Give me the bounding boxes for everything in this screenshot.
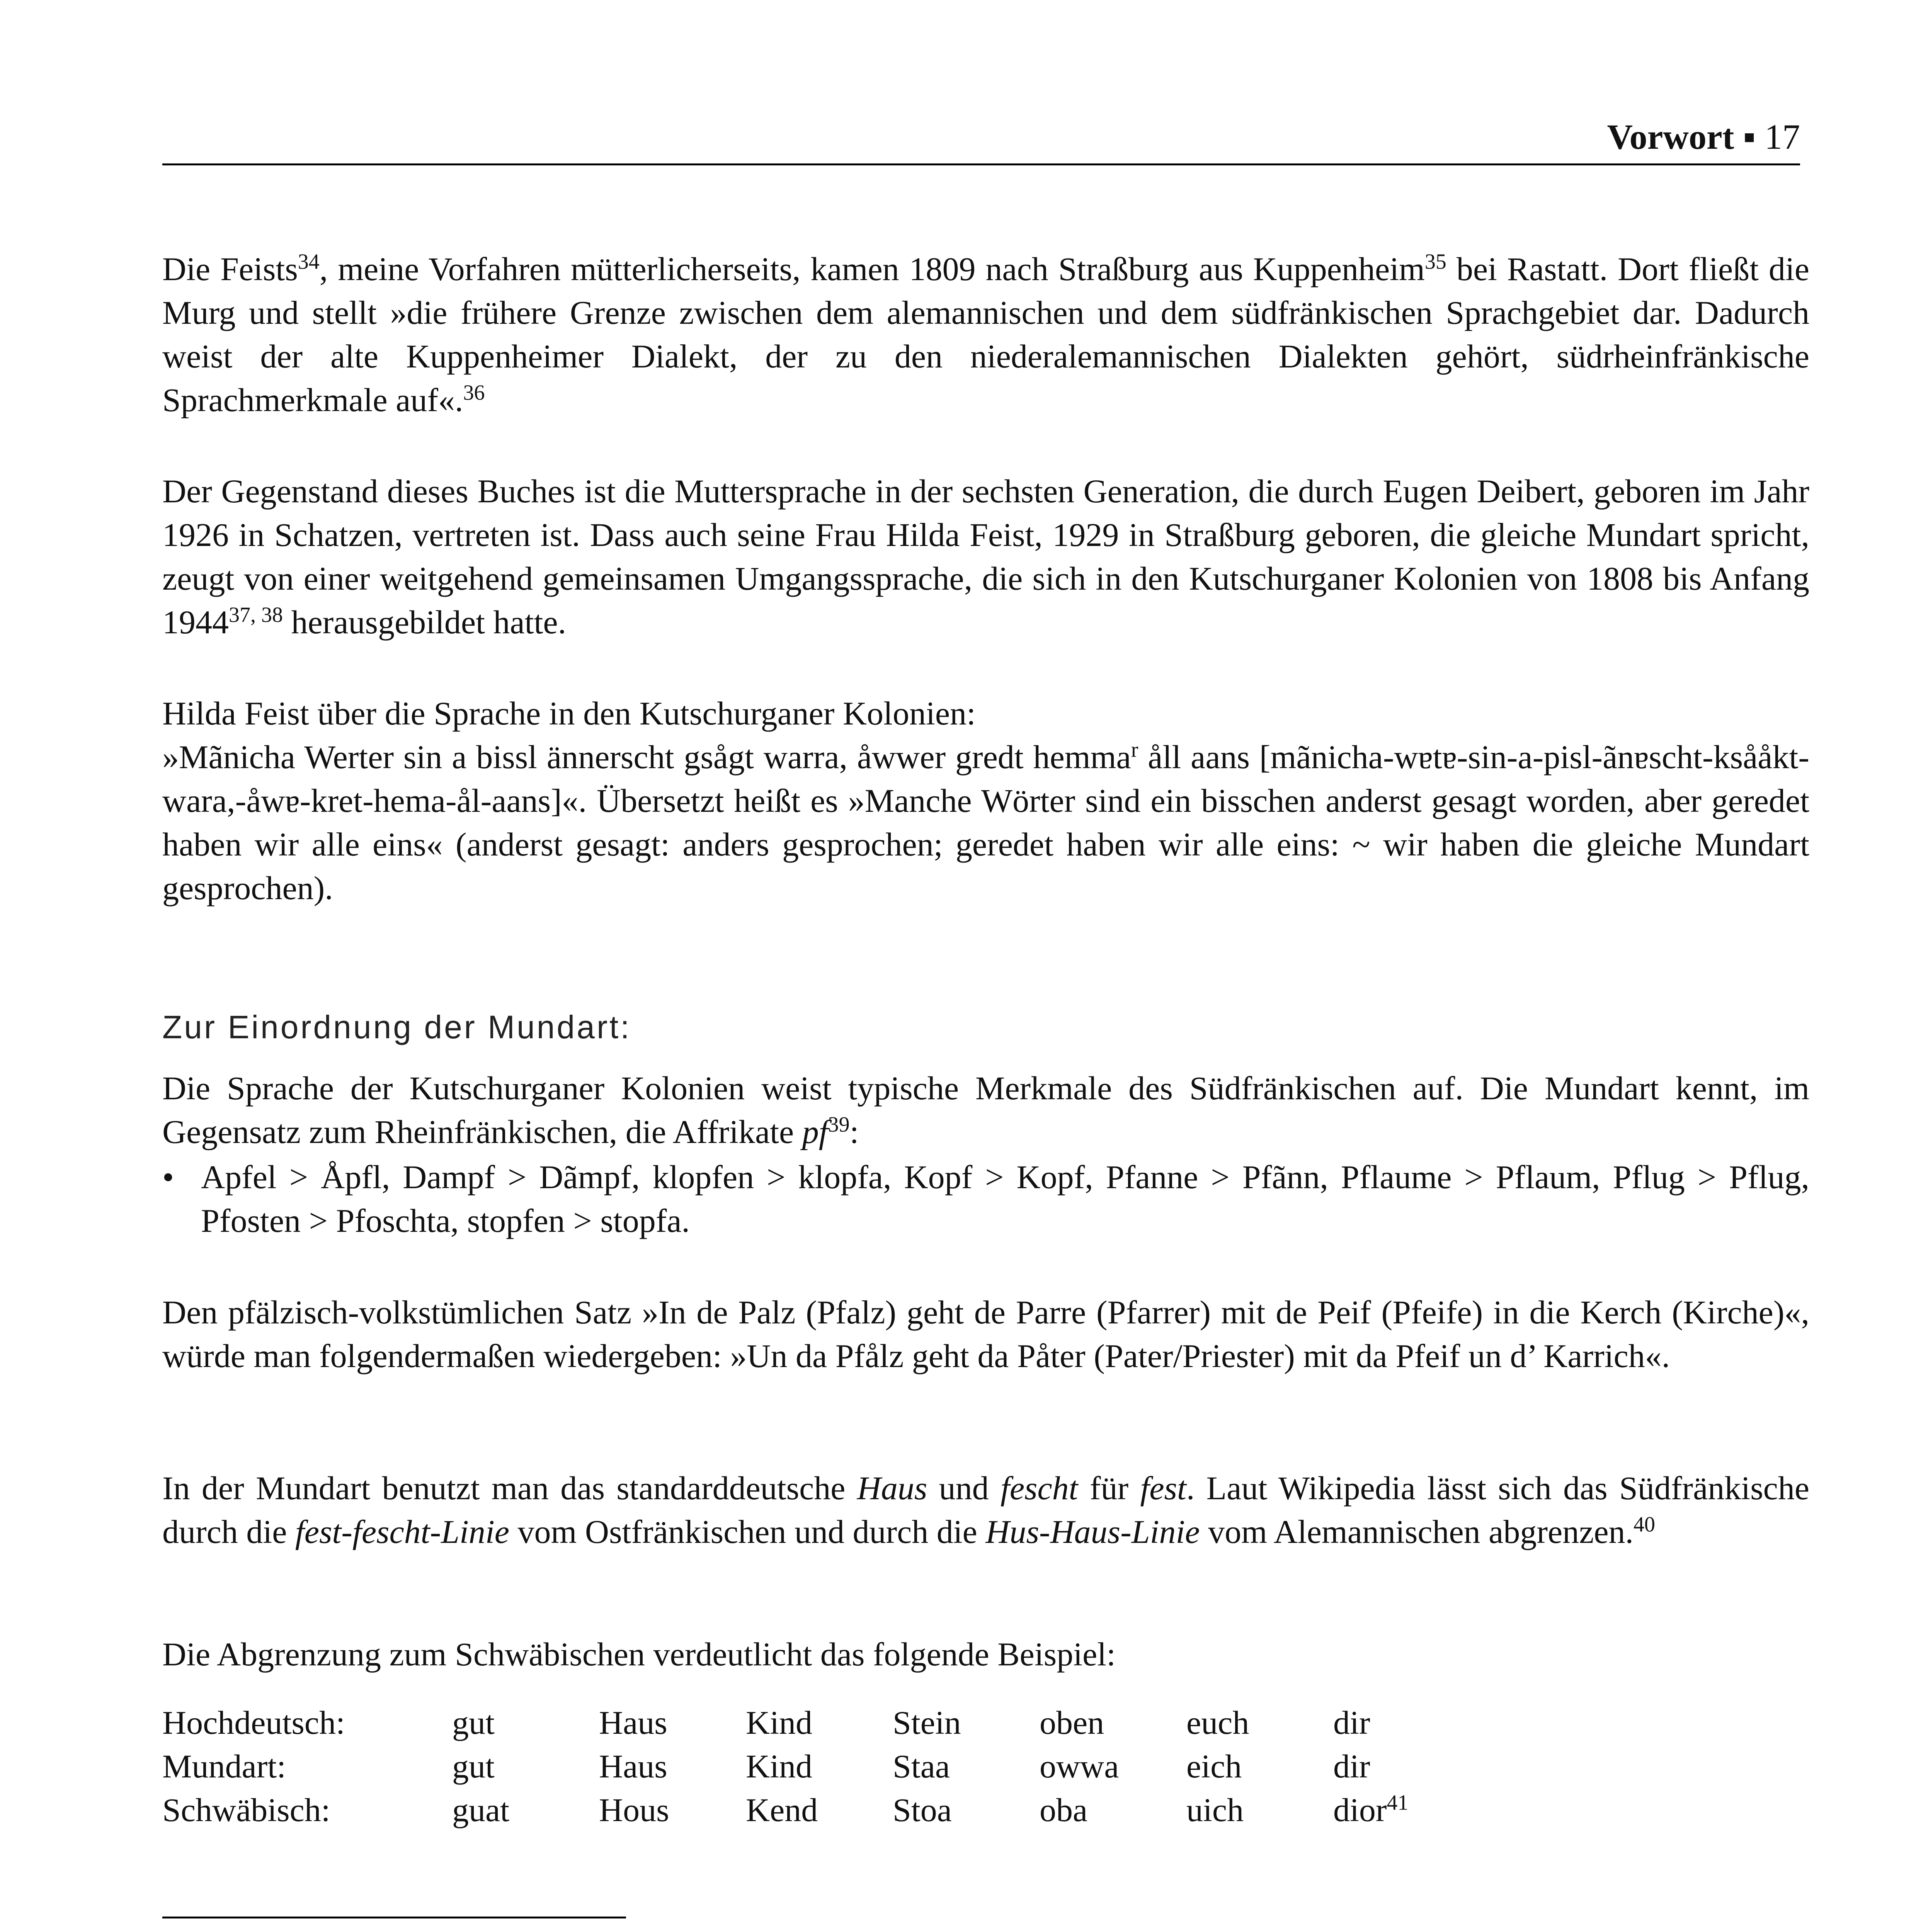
cell-text: Kind xyxy=(746,1704,812,1741)
text: In der Mundart benutzt man das standarddeutsche xyxy=(162,1469,857,1507)
footnote-ref: 34 xyxy=(298,250,320,274)
table-row xyxy=(162,1786,1480,1829)
table-cell xyxy=(746,1698,893,1742)
table-cell xyxy=(599,1742,746,1786)
text: åll aans [mãnicha-wɐtɐ-sin-a-pisl-ãnɐscht-ksååkt-wara,-åwɐ-kret-hema-ål-aans]«. Übersetzt heißt es »Manche Wörter sind ein bisschen anderst gesagt worden, aber geredet haben wir alle eins« (anderst gesagt: anders gesprochen; geredet haben wir alle eins: ~ wir haben die gleiche Mundart gesprochen). xyxy=(162,738,1809,906)
footnote-ref: 41 xyxy=(1387,1791,1409,1815)
header-separator: ▪ xyxy=(1743,117,1756,156)
italic-term: fest xyxy=(1140,1469,1186,1507)
cell-text: Kind xyxy=(746,1748,812,1785)
table-cell xyxy=(1040,1698,1186,1742)
cell-text: Hous xyxy=(599,1791,669,1828)
cell-text: euch xyxy=(1186,1704,1249,1741)
table-cell xyxy=(452,1742,599,1786)
cell-text: oben xyxy=(1040,1704,1104,1741)
text: »Mãnicha Werter sin a bissl ännerscht gsågt warra, åwwer gredt hemma xyxy=(162,738,1131,776)
superscript: r xyxy=(1131,738,1138,762)
cell-text: gut xyxy=(452,1748,495,1785)
table-cell xyxy=(893,1742,1040,1786)
paragraph-feists xyxy=(162,247,1809,422)
cell-text: eich xyxy=(1186,1748,1242,1785)
italic-term: fest-fescht-Linie xyxy=(295,1513,509,1550)
row-label: Hochdeutsch: xyxy=(162,1704,345,1741)
footnote-ref: 39 xyxy=(828,1112,850,1137)
page-number: 17 xyxy=(1765,117,1800,156)
table-cell xyxy=(1040,1742,1186,1786)
cell-text: Stein xyxy=(893,1704,961,1741)
table-cell xyxy=(1040,1786,1186,1829)
bullet-list-item xyxy=(162,1155,1809,1243)
table-cell xyxy=(893,1786,1040,1829)
table-cell xyxy=(1186,1786,1333,1829)
footnote-rule xyxy=(162,1917,626,1918)
table-cell xyxy=(599,1786,746,1829)
section-heading: Zur Einordnung der Mundart: xyxy=(162,1009,631,1045)
table-row xyxy=(162,1698,1480,1742)
cell-text: dir xyxy=(1333,1748,1370,1785)
paragraph-gegenstand xyxy=(162,469,1809,644)
paragraph-hilda-feist xyxy=(162,692,1809,910)
cell-text: Haus xyxy=(599,1704,667,1741)
text: herausgebildet hatte. xyxy=(283,604,567,641)
table-cell xyxy=(452,1698,599,1742)
table-cell xyxy=(1333,1698,1480,1742)
table-row xyxy=(162,1742,1480,1786)
text: und xyxy=(927,1469,1001,1507)
table-cell xyxy=(746,1786,893,1829)
bullet-marker: • xyxy=(162,1158,174,1196)
italic-term: Haus xyxy=(857,1469,927,1507)
table-cell xyxy=(746,1742,893,1786)
cell-text: dior xyxy=(1333,1791,1387,1828)
footnote-ref: 37, 38 xyxy=(229,603,283,627)
bullet-text: Apfel > Åpfl, Dampf > Dãmpf, klopfen > klopfa, Kopf > Kopf, Pfanne > Pfãnn, Pflaume > Pflaum, Pflug > Pflug, Pfosten > Pfoschta, stopfen > stopfa. xyxy=(201,1158,1809,1239)
text: Die Feists xyxy=(162,250,298,287)
table-cell xyxy=(893,1698,1040,1742)
table-cell xyxy=(1333,1742,1480,1786)
text-line: Hilda Feist über die Sprache in den Kutschurganer Kolonien: xyxy=(162,695,976,732)
text: bei Rastatt. Dort fließt die Murg und stellt »die frühere Grenze zwischen dem alemannischen und dem südfränkischen Sprachgebiet dar. Dadurch weist der alte Kuppenheimer Dialekt, der zu den niederalemannischen Dialekten gehört, südrheinfränkische Sprachmerkmale auf«. xyxy=(162,250,1810,418)
text: vom Alemannischen abgrenzen. xyxy=(1200,1513,1634,1550)
cell-text: dir xyxy=(1333,1704,1370,1741)
cell-text: Stoa xyxy=(893,1791,952,1828)
italic-term: fescht xyxy=(1000,1469,1078,1507)
cell-text: gut xyxy=(452,1704,495,1741)
quote-text xyxy=(162,735,1809,910)
italic-term: Hus-Haus-Linie xyxy=(985,1513,1200,1550)
paragraph-abgrenzung: Die Abgrenzung zum Schwäbischen verdeutlicht das folgende Beispiel: xyxy=(162,1636,1116,1673)
paragraph-pfalz: Den pfälzisch-volkstümlichen Satz »In de Palz (Pfalz) geht de Parre (Pfarrer) mit de Peif (Pfeife) in die Kerch (Kirche)«, würde man folgendermaßen wiedergeben: »Un da Pfålz geht da Påter (Pater/Priester) mit da Pfeif un d’ Karrich«. xyxy=(162,1294,1809,1374)
text: für xyxy=(1078,1469,1140,1507)
cell-text: Haus xyxy=(599,1748,667,1785)
table-cell xyxy=(599,1698,746,1742)
row-label: Schwäbisch: xyxy=(162,1791,330,1828)
cell-text: owwa xyxy=(1040,1748,1119,1785)
text: , meine Vorfahren mütterlicherseits, kamen 1809 nach Straßburg aus Kuppenheim xyxy=(319,250,1425,287)
running-header xyxy=(162,114,1800,165)
paragraph-mundart xyxy=(162,1466,1809,1554)
italic-term: pf xyxy=(802,1113,828,1150)
table-cell xyxy=(1333,1786,1480,1829)
table-cell xyxy=(452,1786,599,1829)
text: Die Sprache der Kutschurganer Kolonien weist typische Merkmale des Südfränkischen auf. Die Mundart kennt, im Gegensatz zum Rheinfränkischen, die Affrikate xyxy=(162,1070,1809,1150)
text: . Laut Wikipedia lässt sich das Südfränkische durch die xyxy=(162,1469,1810,1550)
text: : xyxy=(849,1113,859,1150)
cell-text: guat xyxy=(452,1791,510,1828)
footnote-ref: 36 xyxy=(463,381,485,405)
cell-text: uich xyxy=(1186,1791,1244,1828)
cell-text: oba xyxy=(1040,1791,1088,1828)
header-text xyxy=(1607,116,1800,157)
paragraph-sprache xyxy=(162,1066,1809,1154)
cell-text: Staa xyxy=(893,1748,950,1785)
table-cell xyxy=(1186,1742,1333,1786)
footnote-ref: 40 xyxy=(1634,1512,1655,1537)
table-cell xyxy=(1186,1698,1333,1742)
dialect-comparison-table xyxy=(162,1698,1480,1829)
footnote-ref: 35 xyxy=(1424,250,1446,274)
text: vom Ostfränkischen und durch die xyxy=(509,1513,986,1550)
cell-text: Kend xyxy=(746,1791,818,1828)
row-label: Mundart: xyxy=(162,1748,286,1785)
text: Der Gegenstand dieses Buches ist die Muttersprache in der sechsten Generation, die durch Eugen Deibert, geboren im Jahr 1926 in Schatzen, vertreten ist. Dass auch seine Frau Hilda Feist, 1929 in Straßburg geboren, die gleiche Mundart spricht, zeugt von einer weitgehend gemeinsamen Umgangssprache, die sich in den Kutschurganer Kolonien von 1808 bis Anfang 1944 xyxy=(162,473,1809,641)
header-title: Vorwort xyxy=(1607,117,1734,156)
